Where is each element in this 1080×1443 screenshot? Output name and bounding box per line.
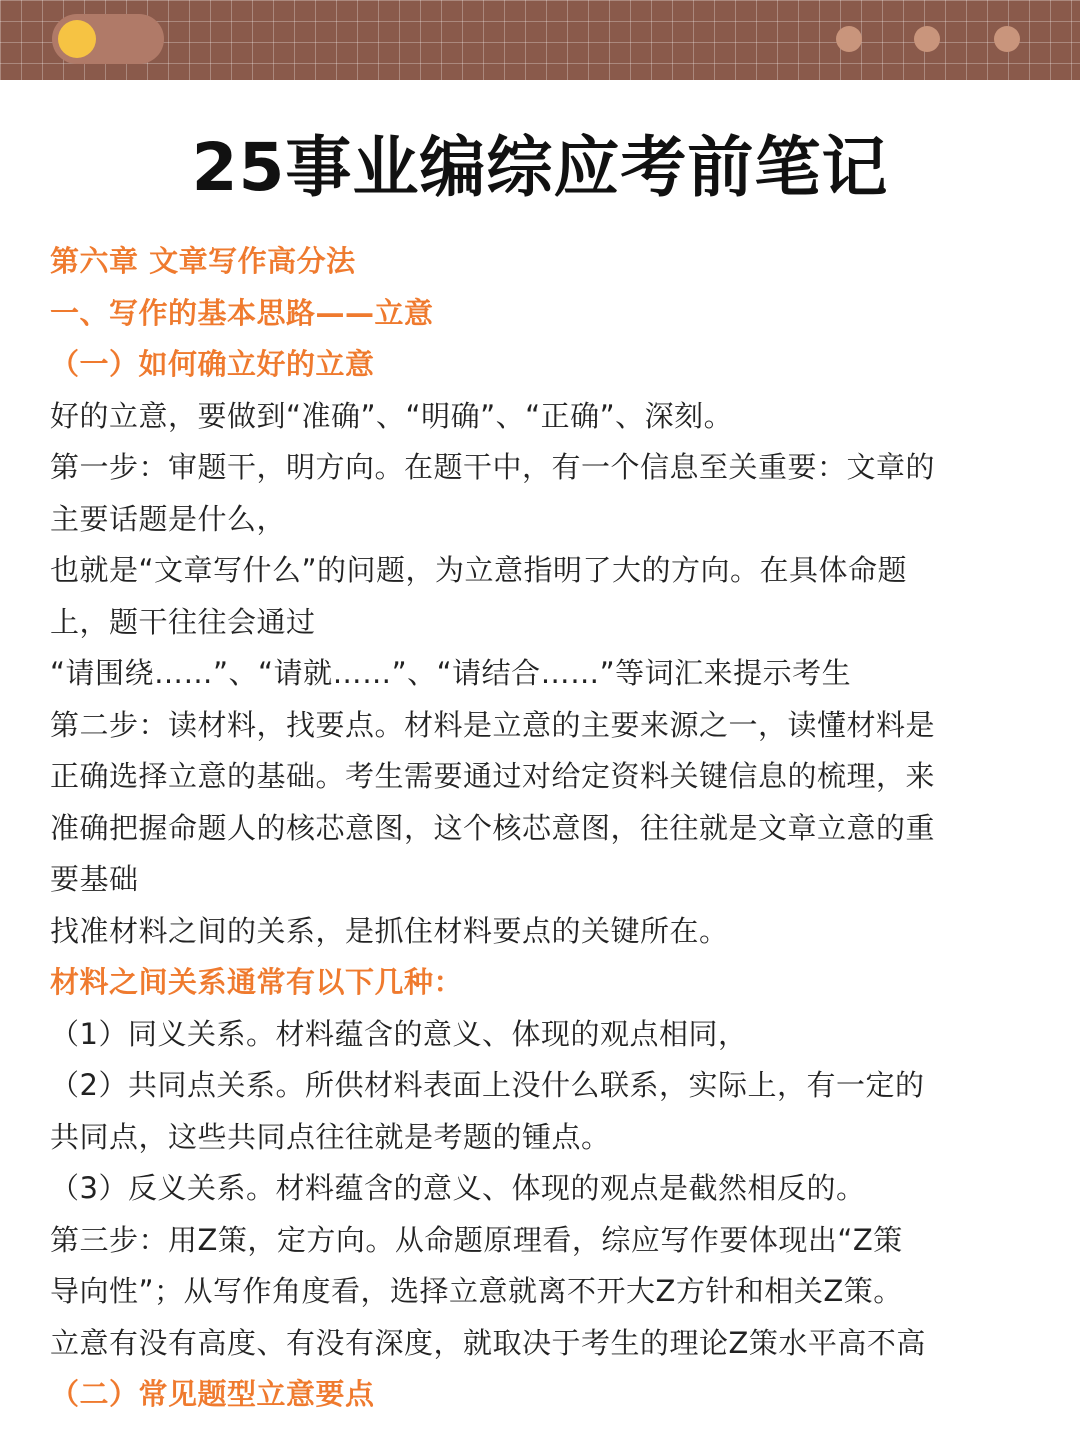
- body-text-line: 要基础: [50, 862, 139, 896]
- decorative-toggle-knob: [58, 20, 96, 58]
- body-text-line: 也就是“文章写什么”的问题，为立意指明了大的方向。在具体命题: [50, 553, 908, 587]
- body-text-line: 主要话题是什么，: [50, 501, 287, 536]
- decorative-dot-2: [914, 26, 940, 52]
- body-text-line: 立意有没有高度、有没有深度，就取决于考生的理论Z策水平高不高: [50, 1325, 926, 1360]
- body-text-line: 导向性”；从写作角度看，选择立意就离不开大Z方针和相关Z策。: [50, 1274, 903, 1308]
- body-text-line: 准确把握命题人的核芯意图，这个核芯意图，往往就是文章立意的重: [50, 810, 936, 845]
- body-text-line: 正确选择立意的基础。考生需要通过对给定资料关键信息的梳理，来: [50, 759, 936, 793]
- section-heading: （一）如何确立好的立意: [50, 347, 375, 381]
- body-text-line: （3）反义关系。材料蕴含的意义、体现的观点是截然相反的。: [50, 1171, 866, 1205]
- body-text-line: 第二步：读材料，找要点。材料是立意的主要来源之一，读懂材料是: [50, 707, 936, 742]
- body-text-line: 找准材料之间的关系，是抓住材料要点的关键所在。: [50, 913, 729, 948]
- note-content: [50, 236, 1040, 1421]
- body-text-line: （2）共同点关系。所供材料表面上没什么联系，实际上，有一定的: [50, 1068, 925, 1102]
- decorative-dot-3: [994, 26, 1020, 52]
- body-text-line: 好的立意，要做到“准确”、“明确”、“正确”、深刻。: [50, 398, 734, 433]
- decorative-dot-1: [836, 26, 862, 52]
- body-text-line: 上，题干往往会通过: [50, 604, 316, 639]
- body-text-line: 共同点，这些共同点往往就是考题的锺点。: [50, 1119, 611, 1154]
- section-heading: （二）常见题型立意要点: [50, 1377, 375, 1411]
- body-text-line: （1）同义关系。材料蕴含的意义、体现的观点相同，: [50, 1016, 748, 1051]
- body-text-line: 第一步：审题干，明方向。在题干中，有一个信息至关重要：文章的: [50, 450, 936, 484]
- section-heading: 第六章 文章写作高分法: [50, 244, 356, 278]
- body-text-line: “请围绕……”、“请就……”、“请结合……”等词汇来提示考生: [50, 656, 852, 690]
- page-title: 25事业编综应考前笔记: [191, 129, 889, 206]
- section-heading: 一、写作的基本思路——立意: [50, 295, 434, 330]
- section-heading: 材料之间关系通常有以下几种：: [50, 965, 464, 999]
- body-text-line: 第三步：用Z策，定方向。从命题原理看，综应写作要体现出“Z策: [50, 1222, 903, 1257]
